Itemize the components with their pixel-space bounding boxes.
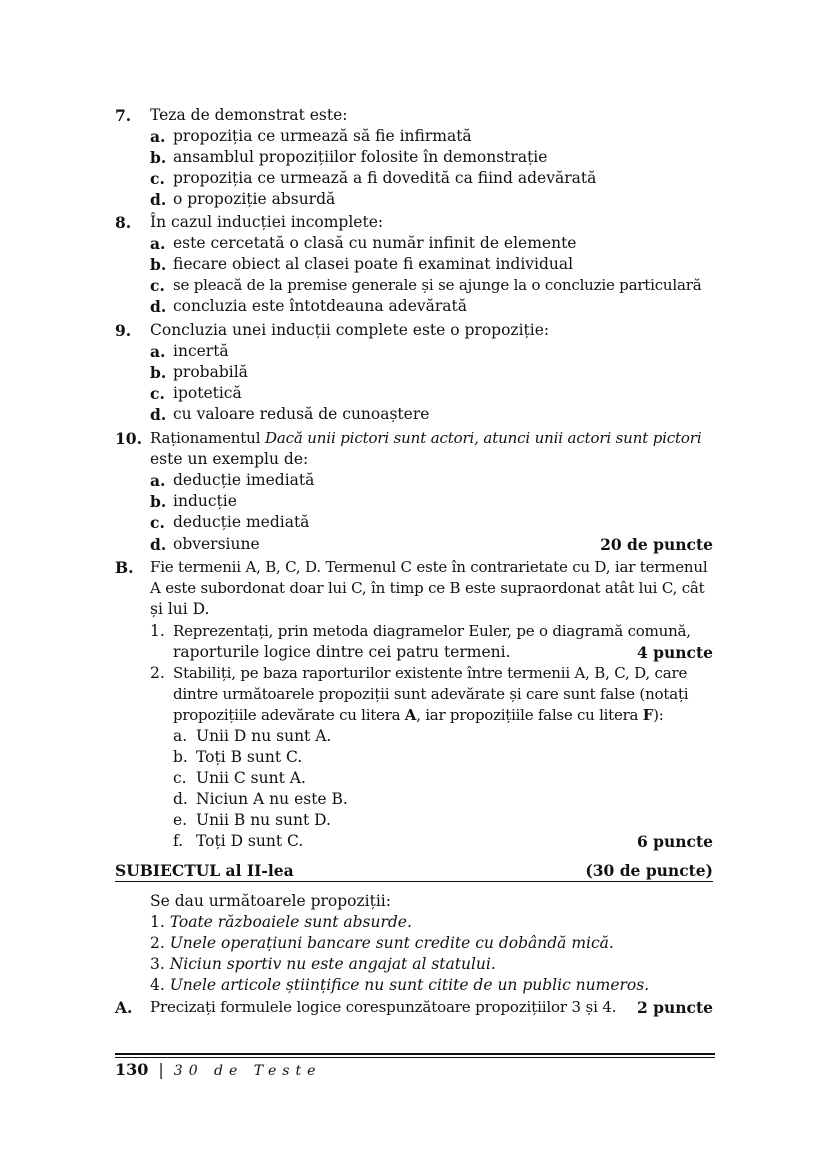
- q10-opt-a-label: a.: [150, 471, 166, 490]
- prop-4: [150, 975, 649, 996]
- book-title: 30 de Teste: [173, 1063, 322, 1079]
- subject-2-a-label: A.: [115, 998, 133, 1017]
- q8-stem: În cazul inducției incomplete:: [150, 213, 384, 231]
- q8-opt-d-label: d.: [150, 297, 167, 316]
- task2-line-1: Stabiliți, pe baza raporturilor existente între termenii A, B, C, D, care: [173, 664, 688, 682]
- task2-item-e: Unii B nu sunt D.: [196, 811, 331, 829]
- q7-opt-b: ansamblul propozițiilor folosite în demonstrație: [173, 148, 548, 166]
- q8-opt-b-label: b.: [150, 255, 167, 274]
- q10-stem-example: Dacă unii pictori sunt actori, atunci unii actori sunt pictori: [264, 429, 702, 447]
- section-b-line-3: și lui D.: [150, 600, 210, 618]
- prop-2-number: 2.: [150, 934, 165, 952]
- task2-letter-a: A: [404, 706, 417, 724]
- q9-number: 9.: [115, 321, 132, 340]
- task1-points: 4 puncte: [636, 643, 713, 662]
- footer-separator: |: [158, 1060, 164, 1079]
- q9-opt-c-label: c.: [150, 384, 165, 403]
- prop-4-number: 4.: [150, 976, 165, 994]
- section-a-points: 20 de puncte: [600, 535, 713, 554]
- task2-item-d: Niciun A nu este B.: [196, 790, 348, 808]
- task2-line-3-a: propozițiile adevărate cu litera: [173, 706, 405, 724]
- task2-letter-f: F: [642, 706, 654, 724]
- q9-opt-b: probabilă: [173, 363, 248, 381]
- q9-opt-c: ipotetică: [173, 384, 242, 402]
- q7-opt-d-label: d.: [150, 190, 167, 209]
- q10-stem: [150, 428, 701, 449]
- subject-2-intro: Se dau următoarele propoziții:: [150, 892, 391, 910]
- footer-rule-thin: [115, 1057, 715, 1058]
- task1-line-2: raporturile logice dintre cei patru termeni.: [173, 643, 511, 661]
- task2-item-a-label: a.: [173, 727, 188, 745]
- task2-number: 2.: [150, 664, 165, 682]
- q10-opt-d-label: d.: [150, 535, 167, 554]
- task1-line-1: Reprezentați, prin metoda diagramelor Euler, pe o diagramă comună,: [173, 622, 691, 640]
- q10-number: 10.: [115, 429, 142, 448]
- q8-opt-d: concluzia este întotdeauna adevărată: [173, 297, 468, 315]
- prop-1: [150, 912, 412, 933]
- q7-opt-d: o propoziție absurdă: [173, 190, 336, 208]
- q7-stem: Teza de demonstrat este:: [150, 106, 348, 124]
- section-b-line-1: Fie termenii A, B, C, D. Termenul C este în contrarietate cu D, iar termenul: [150, 558, 708, 576]
- prop-1-text: Toate războaiele sunt absurde.: [169, 913, 412, 931]
- q8-opt-b: fiecare obiect al clasei poate fi examinat individual: [173, 255, 574, 273]
- q10-opt-a: deducție imediată: [173, 471, 315, 489]
- task2-item-d-label: d.: [173, 790, 188, 808]
- q9-opt-d: cu valoare redusă de cunoaștere: [173, 405, 430, 423]
- q8-opt-a-label: a.: [150, 234, 166, 253]
- section-b-line-2: A este subordonat doar lui C, în timp ce B este supraordonat atât lui C, cât: [150, 579, 705, 597]
- q10-stem-continued: este un exemplu de:: [150, 450, 309, 468]
- q7-opt-c: propoziția ce urmează a fi dovedită ca fiind adevărată: [173, 169, 597, 187]
- q9-opt-a-label: a.: [150, 342, 166, 361]
- prop-4-text: Unele articole științifice nu sunt citite de un public numeros.: [169, 976, 650, 994]
- prop-3-number: 3.: [150, 955, 165, 973]
- subject-2-a-text: Precizați formulele logice corespunzătoare propozițiilor 3 și 4.: [150, 998, 617, 1016]
- subject-2-heading: [115, 860, 713, 882]
- subject-2-a-points: 2 puncte: [636, 998, 713, 1017]
- task2-line-3-e: ):: [653, 706, 664, 724]
- prop-3: [150, 954, 496, 975]
- q10-opt-b-label: b.: [150, 492, 167, 511]
- prop-2-text: Unele operațiuni bancare sunt credite cu dobândă mică.: [169, 934, 614, 952]
- prop-2: [150, 933, 614, 954]
- task2-item-c: Unii C sunt A.: [196, 769, 306, 787]
- q10-opt-b: inducție: [173, 492, 237, 510]
- task2-line-3: [173, 705, 664, 726]
- q8-opt-c: se pleacă de la premise generale și se ajunge la o concluzie particulară: [173, 276, 702, 294]
- task2-item-a: Unii D nu sunt A.: [196, 727, 332, 745]
- q9-opt-a: incertă: [173, 342, 229, 360]
- q7-opt-a: propoziția ce urmează să fie infirmată: [173, 127, 472, 145]
- subject-2-points: (30 de puncte): [585, 861, 713, 880]
- q7-number: 7.: [115, 106, 132, 125]
- q10-opt-d: obversiune: [173, 535, 260, 553]
- subject-2-title: SUBIECTUL al II-lea: [115, 861, 294, 880]
- q10-opt-c: deducție mediată: [173, 513, 310, 531]
- page-footer: [115, 1059, 321, 1082]
- task2-item-b-label: b.: [173, 748, 188, 766]
- q9-stem: Concluzia unei inducții complete este o propoziție:: [150, 321, 550, 339]
- prop-1-number: 1.: [150, 913, 165, 931]
- footer-rule-thick: [115, 1053, 715, 1055]
- section-b-label: B.: [115, 558, 134, 577]
- task2-points: 6 puncte: [636, 832, 713, 851]
- task2-item-e-label: e.: [173, 811, 188, 829]
- task2-item-f-label: f.: [173, 832, 184, 850]
- task2-item-b: Toți B sunt C.: [196, 748, 303, 766]
- task2-item-f: Toți D sunt C.: [196, 832, 304, 850]
- task2-line-2: dintre următoarele propoziții sunt adevărate și care sunt false (notați: [173, 685, 689, 703]
- q8-number: 8.: [115, 213, 132, 232]
- q8-opt-c-label: c.: [150, 276, 165, 295]
- task2-item-c-label: c.: [173, 769, 187, 787]
- q9-opt-b-label: b.: [150, 363, 167, 382]
- q7-opt-c-label: c.: [150, 169, 165, 188]
- q7-opt-a-label: a.: [150, 127, 166, 146]
- q10-stem-text: Raționamentul: [150, 429, 265, 447]
- page-number: 130: [115, 1060, 149, 1079]
- q10-opt-c-label: c.: [150, 513, 165, 532]
- task2-line-3-c: , iar propozițiile false cu litera: [416, 706, 643, 724]
- q7-opt-b-label: b.: [150, 148, 167, 167]
- task1-number: 1.: [150, 622, 165, 640]
- q8-opt-a: este cercetată o clasă cu număr infinit de elemente: [173, 234, 577, 252]
- q9-opt-d-label: d.: [150, 405, 167, 424]
- prop-3-text: Niciun sportiv nu este angajat al statului.: [169, 955, 496, 973]
